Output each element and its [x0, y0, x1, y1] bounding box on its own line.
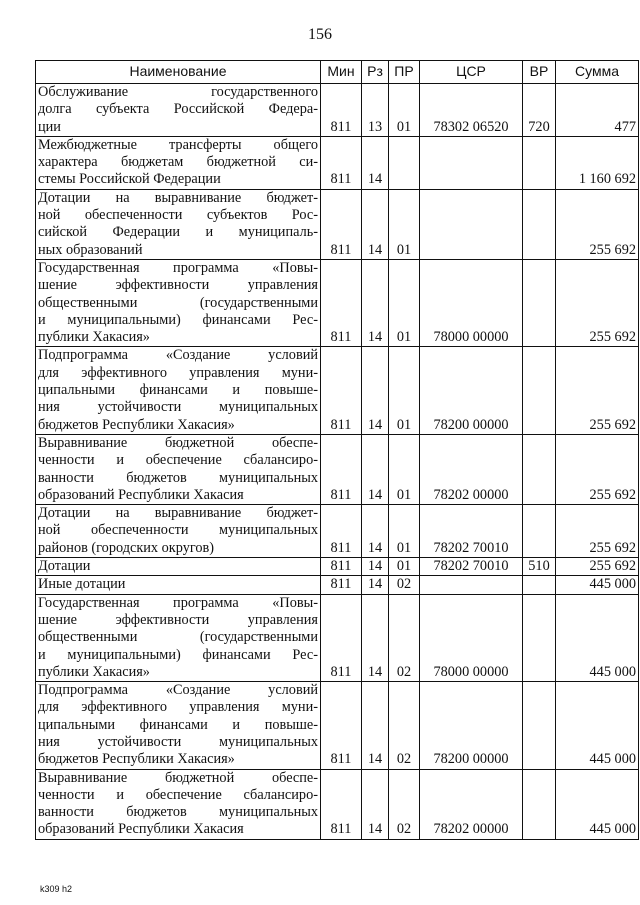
row-min: 811: [321, 594, 362, 681]
row-name-line: ченности и обеспечение сбалансиро-: [38, 786, 318, 803]
row-csr: [420, 576, 523, 594]
row-sum: 255 692: [556, 434, 639, 504]
row-sum: 255 692: [556, 347, 639, 434]
row-name-line: ния устойчивости муниципальных: [38, 399, 318, 416]
row-name-line: Межбюджетные трансферты общего: [38, 136, 318, 153]
row-name: [36, 189, 321, 259]
row-sum: 477: [556, 84, 639, 137]
header-name: Наименование: [36, 61, 321, 84]
row-sum: 1 160 692: [556, 136, 639, 189]
row-csr: [420, 189, 523, 259]
row-name: [36, 434, 321, 504]
row-vr: 510: [523, 558, 556, 576]
row-name-line: ной обеспеченности субъектов Рос-: [38, 207, 318, 224]
table-row: [36, 505, 639, 558]
table-body: [36, 84, 639, 840]
header-vr: ВР: [523, 61, 556, 84]
row-name-line: общественными (государственными: [38, 629, 318, 646]
row-name-line: ванности бюджетов муниципальных: [38, 804, 318, 821]
row-name-line: Государственная программа «Повы-: [38, 594, 318, 611]
row-pr: 02: [389, 576, 420, 594]
row-min: 811: [321, 189, 362, 259]
row-name-line: Иные дотации: [38, 576, 126, 593]
row-name-line: Подпрограмма «Создание условий: [38, 347, 318, 364]
table-row: [36, 259, 639, 346]
row-vr: 720: [523, 84, 556, 137]
row-sum: 445 000: [556, 576, 639, 594]
row-name-line: шение эффективности управления: [38, 611, 318, 628]
table-row: [36, 136, 639, 189]
row-pr: 01: [389, 259, 420, 346]
row-min: 811: [321, 136, 362, 189]
row-name-line: для эффективного управления муни-: [38, 364, 318, 381]
row-csr: 78302 06520: [420, 84, 523, 137]
row-min: 811: [321, 84, 362, 137]
row-name-line: характера бюджетам бюджетной си-: [38, 154, 318, 171]
budget-table: [35, 60, 639, 840]
row-name-line: ченности и обеспечение сбалансиро-: [38, 452, 318, 469]
header-csr: ЦСР: [420, 61, 523, 84]
table-row: [36, 769, 639, 839]
row-rz: 14: [362, 594, 389, 681]
row-name-line: для эффективного управления муни-: [38, 699, 318, 716]
row-min: 811: [321, 576, 362, 594]
row-sum: 445 000: [556, 594, 639, 681]
row-name-line: стемы Российской Федерации: [38, 171, 221, 188]
row-pr: 01: [389, 189, 420, 259]
row-name: [36, 84, 321, 137]
row-name-line: ния устойчивости муниципальных: [38, 733, 318, 750]
table-row: [36, 576, 639, 594]
row-name-line: Подпрограмма «Создание условий: [38, 682, 318, 699]
row-rz: 14: [362, 558, 389, 576]
row-name-line: Государственная программа «Повы-: [38, 259, 318, 276]
row-name-line: бюджетов Республики Хакасия»: [38, 751, 235, 768]
row-name: [36, 558, 321, 576]
row-vr: [523, 434, 556, 504]
row-pr: 01: [389, 434, 420, 504]
row-vr: [523, 259, 556, 346]
row-name-line: образований Республики Хакасия: [38, 486, 244, 503]
row-name: [36, 769, 321, 839]
row-min: 811: [321, 558, 362, 576]
row-name-line: публики Хакасия»: [38, 329, 150, 346]
row-csr: 78200 00000: [420, 682, 523, 769]
table-row: [36, 189, 639, 259]
row-name-line: образований Республики Хакасия: [38, 821, 244, 838]
row-name-line: шение эффективности управления: [38, 277, 318, 294]
row-name-line: Выравнивание бюджетной обеспе-: [38, 769, 318, 786]
row-csr: 78202 70010: [420, 558, 523, 576]
row-name: [36, 682, 321, 769]
row-sum: 255 692: [556, 189, 639, 259]
row-name: [36, 347, 321, 434]
row-rz: 14: [362, 505, 389, 558]
row-csr: 78000 00000: [420, 594, 523, 681]
row-name-line: долга субъекта Российской Федера-: [38, 101, 318, 118]
header-pr: ПР: [389, 61, 420, 84]
table-row: [36, 347, 639, 434]
row-pr: 02: [389, 769, 420, 839]
row-pr: 01: [389, 84, 420, 137]
row-sum: 445 000: [556, 682, 639, 769]
row-name-line: ции: [38, 118, 61, 135]
table-row: [36, 558, 639, 576]
row-name-line: ванности бюджетов муниципальных: [38, 469, 318, 486]
row-pr: 01: [389, 558, 420, 576]
row-sum: 255 692: [556, 558, 639, 576]
table-header-row: [36, 61, 639, 84]
row-name: [36, 259, 321, 346]
row-sum: 255 692: [556, 259, 639, 346]
header-rz: Рз: [362, 61, 389, 84]
row-csr: 78202 00000: [420, 769, 523, 839]
row-rz: 13: [362, 84, 389, 137]
row-name-line: районов (городских округов): [38, 539, 215, 556]
row-vr: [523, 594, 556, 681]
table-row: [36, 594, 639, 681]
row-pr: 01: [389, 505, 420, 558]
row-min: 811: [321, 682, 362, 769]
row-name-line: ципальными финансами и повыше-: [38, 716, 318, 733]
page-number: 156: [308, 26, 332, 43]
row-name-line: ных образований: [38, 241, 143, 258]
row-pr: 02: [389, 682, 420, 769]
row-rz: 14: [362, 136, 389, 189]
row-csr: 78200 00000: [420, 347, 523, 434]
row-sum: 255 692: [556, 505, 639, 558]
row-vr: [523, 682, 556, 769]
table-row: [36, 84, 639, 137]
row-name-line: ципальными финансами и повыше-: [38, 382, 318, 399]
row-rz: 14: [362, 434, 389, 504]
row-pr: [389, 136, 420, 189]
row-name-line: Дотации на выравнивание бюджет-: [38, 189, 318, 206]
row-name-line: и муниципальными) финансами Рес-: [38, 311, 318, 328]
row-name: [36, 136, 321, 189]
row-name-line: Дотации на выравнивание бюджет-: [38, 505, 318, 522]
row-csr: [420, 136, 523, 189]
row-name-line: Дотации: [38, 558, 91, 575]
row-vr: [523, 347, 556, 434]
row-name-line: Выравнивание бюджетной обеспе-: [38, 434, 318, 451]
row-name: [36, 505, 321, 558]
row-name: [36, 576, 321, 594]
row-rz: 14: [362, 259, 389, 346]
row-vr: [523, 189, 556, 259]
row-name-line: публики Хакасия»: [38, 663, 150, 680]
row-name: [36, 594, 321, 681]
row-vr: [523, 505, 556, 558]
row-name-line: общественными (государственными: [38, 294, 318, 311]
row-pr: 02: [389, 594, 420, 681]
row-min: 811: [321, 347, 362, 434]
row-name-line: бюджетов Республики Хакасия»: [38, 416, 235, 433]
row-rz: 14: [362, 682, 389, 769]
row-rz: 14: [362, 347, 389, 434]
row-name-line: сийской Федерации и муниципаль-: [38, 224, 318, 241]
row-sum: 445 000: [556, 769, 639, 839]
row-csr: 78202 00000: [420, 434, 523, 504]
row-vr: [523, 769, 556, 839]
header-min: Мин: [321, 61, 362, 84]
row-csr: 78202 70010: [420, 505, 523, 558]
row-vr: [523, 136, 556, 189]
row-min: 811: [321, 769, 362, 839]
row-min: 811: [321, 505, 362, 558]
table-row: [36, 682, 639, 769]
footer-code: k309 h2: [40, 884, 73, 894]
row-name-line: Обслуживание государственного: [38, 84, 318, 100]
row-min: 811: [321, 259, 362, 346]
row-name-line: ной обеспеченности муниципальных: [38, 522, 318, 539]
row-min: 811: [321, 434, 362, 504]
row-name-line: и муниципальными) финансами Рес-: [38, 646, 318, 663]
row-vr: [523, 576, 556, 594]
row-pr: 01: [389, 347, 420, 434]
header-sum: Сумма: [556, 61, 639, 84]
row-rz: 14: [362, 769, 389, 839]
row-rz: 14: [362, 576, 389, 594]
row-csr: 78000 00000: [420, 259, 523, 346]
table-row: [36, 434, 639, 504]
row-rz: 14: [362, 189, 389, 259]
